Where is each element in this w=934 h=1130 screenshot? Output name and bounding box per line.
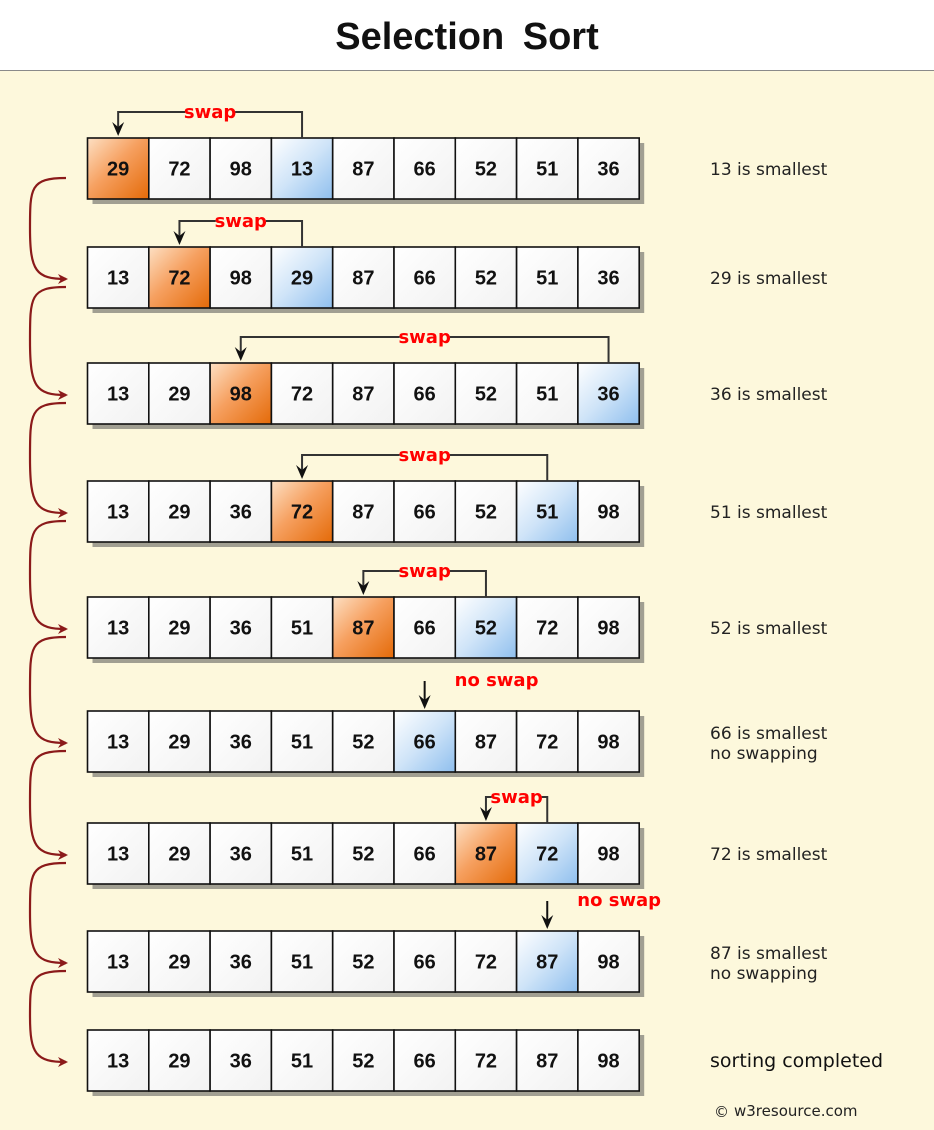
cell-value: 51 — [536, 501, 559, 524]
cell-value: 51 — [290, 843, 314, 866]
cell-value: 72 — [536, 731, 559, 754]
cell-value: 29 — [168, 1050, 191, 1073]
cell-value: 87 — [536, 1050, 559, 1073]
cell-value: 29 — [168, 951, 191, 974]
cell-value: 13 — [107, 731, 130, 754]
cell-value: 66 — [413, 158, 436, 181]
pass-connector-arrow — [30, 403, 66, 513]
cell-value: 72 — [474, 1050, 498, 1073]
cell-value: 29 — [168, 383, 191, 406]
cell-value: 72 — [290, 383, 314, 406]
cell-value: 36 — [229, 617, 252, 640]
cell-value: 29 — [290, 267, 314, 290]
diagram-title: Selection Sort — [0, 0, 934, 71]
swap-label: swap — [183, 102, 237, 123]
cell-value: 36 — [229, 501, 252, 524]
cell-value: 52 — [352, 1050, 375, 1073]
pass-note: no swapping — [710, 964, 818, 984]
cell-value: 52 — [352, 731, 375, 754]
cell-value: 29 — [107, 158, 130, 181]
pass-note: 36 is smallest — [710, 385, 828, 405]
cell-value: 52 — [474, 501, 498, 524]
pass-row — [88, 561, 828, 663]
copyright — [714, 1102, 858, 1121]
cell-value: 52 — [352, 843, 375, 866]
cell-value: 52 — [352, 951, 375, 974]
cell-value: 13 — [107, 1050, 130, 1073]
cell-value: 36 — [229, 731, 252, 754]
cell-value: 87 — [352, 158, 375, 181]
cell-value: 87 — [352, 383, 375, 406]
copyright-icon: © — [714, 1103, 729, 1121]
cell-value: 66 — [413, 501, 436, 524]
cell-value: 36 — [229, 1050, 252, 1073]
cell-value: 72 — [474, 951, 498, 974]
cell-value: 72 — [168, 267, 191, 290]
cell-value: 29 — [168, 843, 191, 866]
cell-value: 87 — [352, 617, 375, 640]
pass-connector-arrow — [30, 863, 66, 963]
pass-row — [88, 890, 828, 997]
cell-value: 51 — [290, 951, 314, 974]
swap-label: swap — [398, 327, 451, 348]
cell-value: 36 — [597, 267, 620, 290]
cell-value: 36 — [597, 383, 620, 406]
cell-value: 13 — [107, 383, 130, 406]
cell-value: 66 — [413, 267, 436, 290]
cell-value: 51 — [290, 617, 314, 640]
pass-row — [88, 445, 828, 547]
cell-value: 87 — [352, 267, 375, 290]
cell-value: 98 — [597, 1050, 620, 1073]
pass-connector-arrow — [30, 287, 66, 395]
cell-value: 52 — [474, 617, 498, 640]
cell-value: 72 — [536, 617, 559, 640]
cell-value: 51 — [290, 1050, 314, 1073]
cell-value: 29 — [168, 731, 191, 754]
pass-note: sorting completed — [710, 1050, 884, 1072]
pass-note: 87 is smallest — [710, 944, 828, 964]
cell-value: 98 — [597, 843, 620, 866]
cell-value: 51 — [536, 383, 559, 406]
cell-value: 52 — [474, 383, 498, 406]
pass-note: 29 is smallest — [710, 269, 828, 289]
pass-row — [88, 787, 828, 889]
cell-value: 98 — [597, 617, 620, 640]
cell-value: 13 — [107, 843, 130, 866]
cell-value: 98 — [597, 951, 620, 974]
cell-value: 87 — [474, 731, 498, 754]
pass-note: no swapping — [710, 744, 818, 764]
cell-value: 36 — [229, 843, 252, 866]
cell-value: 29 — [168, 501, 191, 524]
cell-value: 72 — [168, 158, 191, 181]
cell-value: 87 — [352, 501, 375, 524]
pass-connector-arrow — [30, 751, 66, 855]
cell-value: 66 — [413, 383, 436, 406]
cell-value: 52 — [474, 158, 498, 181]
swap-label: swap — [398, 445, 451, 466]
cell-value: 36 — [229, 951, 252, 974]
cell-value: 51 — [290, 731, 314, 754]
cell-value: 13 — [107, 267, 130, 290]
cell-value: 13 — [107, 501, 130, 524]
cell-value: 72 — [290, 501, 314, 524]
pass-note: 66 is smallest — [710, 724, 828, 744]
cell-value: 66 — [413, 731, 436, 754]
cell-value: 36 — [597, 158, 620, 181]
pass-connector-arrow — [30, 178, 66, 279]
cell-value: 66 — [413, 617, 436, 640]
pass-row — [88, 327, 828, 429]
cell-value: 98 — [229, 267, 252, 290]
swap-label: swap — [214, 211, 267, 232]
cell-value: 13 — [107, 617, 130, 640]
cell-value: 29 — [168, 617, 191, 640]
cell-value: 87 — [474, 843, 498, 866]
cell-value: 13 — [107, 951, 130, 974]
pass-row — [88, 1030, 884, 1096]
pass-note: 13 is smallest — [710, 160, 828, 180]
cell-value: 66 — [413, 951, 436, 974]
cell-value: 98 — [597, 731, 620, 754]
pass-note: 51 is smallest — [710, 503, 828, 523]
swap-label: swap — [490, 787, 543, 808]
cell-value: 72 — [536, 843, 559, 866]
no-swap-label: no swap — [454, 670, 539, 691]
cell-value: 66 — [413, 843, 436, 866]
pass-connector-arrow — [30, 521, 66, 629]
cell-value: 98 — [229, 158, 252, 181]
cell-value: 98 — [229, 383, 252, 406]
cell-value: 98 — [597, 501, 620, 524]
cell-value: 66 — [413, 1050, 436, 1073]
pass-connector-arrow — [30, 637, 66, 743]
swap-label: swap — [398, 561, 451, 582]
cell-value: 51 — [536, 158, 559, 181]
copyright-text: w3resource.com — [734, 1102, 858, 1120]
no-swap-label: no swap — [577, 890, 662, 911]
cell-value: 51 — [536, 267, 559, 290]
cell-value: 13 — [290, 158, 314, 181]
cell-value: 52 — [474, 267, 498, 290]
pass-connector-arrow — [30, 971, 66, 1062]
pass-row — [88, 102, 828, 204]
pass-note: 72 is smallest — [710, 845, 828, 865]
pass-row — [88, 211, 828, 313]
pass-row — [88, 670, 828, 777]
pass-note: 52 is smallest — [710, 619, 828, 639]
cell-value: 87 — [536, 951, 559, 974]
